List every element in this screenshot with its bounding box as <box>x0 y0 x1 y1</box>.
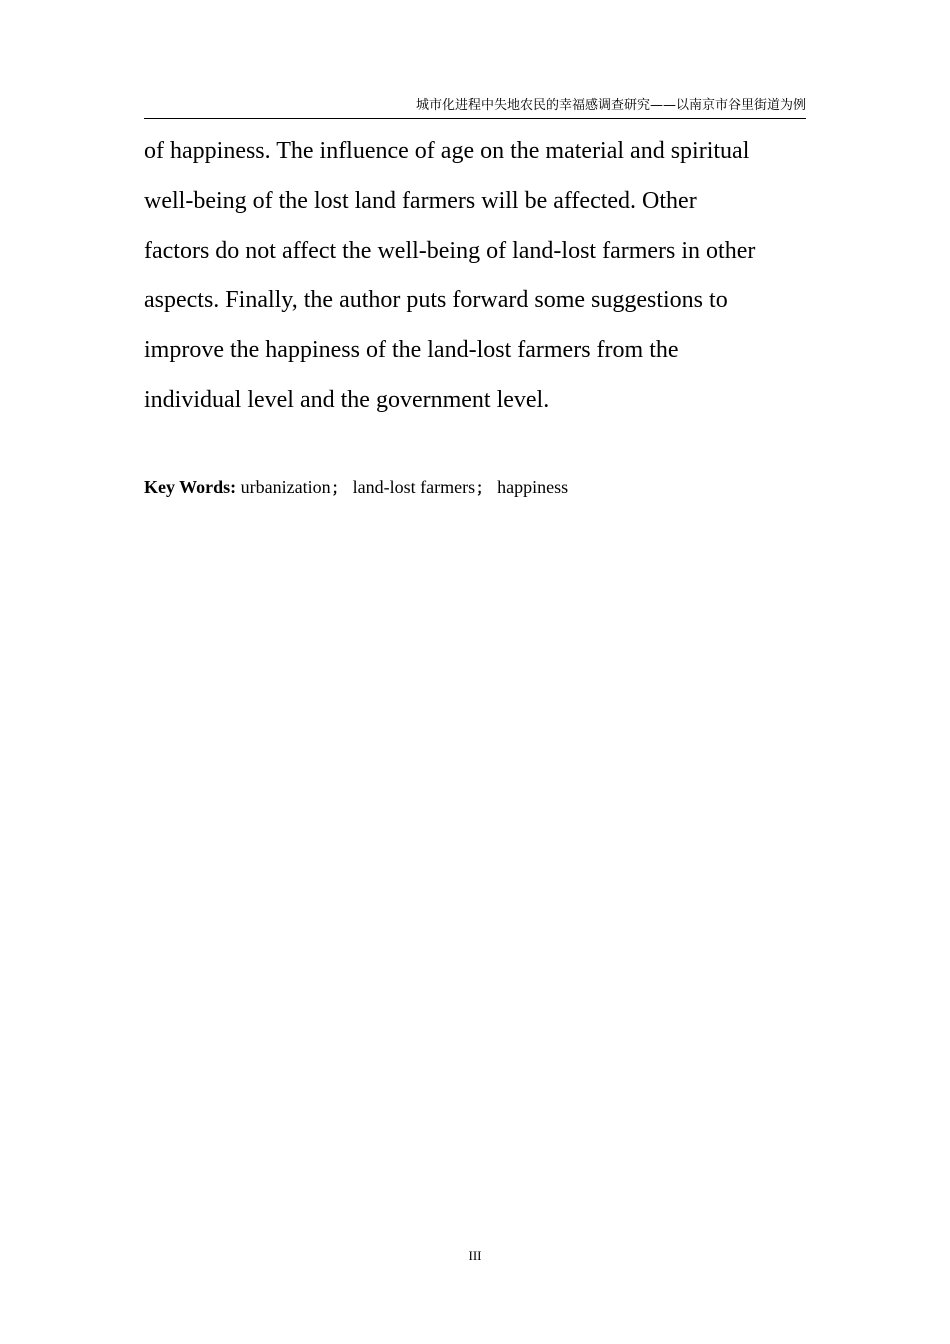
abstract-line: individual level and the government level. <box>144 386 550 413</box>
keyword-item: urbanization <box>240 477 331 497</box>
abstract-text <box>144 127 806 426</box>
abstract-line: aspects. Finally, the author puts forward some suggestions to <box>144 287 728 314</box>
keyword-item: land-lost farmers <box>352 477 476 497</box>
keywords <box>144 474 806 501</box>
abstract-line: factors do not affect the well-being of land-lost farmers in other <box>144 237 756 264</box>
abstract-line: well-being of the lost land farmers will be affected. Other <box>144 187 697 214</box>
keyword-separator: ； <box>331 479 347 497</box>
keywords-label: Key Words: <box>144 477 237 497</box>
keyword-item: happiness <box>497 477 569 497</box>
page-number: III <box>468 1248 482 1263</box>
abstract-line: improve the happiness of the land-lost farmers from the <box>144 337 679 364</box>
running-header <box>144 96 806 119</box>
keyword-separator: ； <box>476 479 492 497</box>
abstract-line: of happiness. The influence of age on the material and spiritual <box>144 138 750 164</box>
running-header-title: 城市化进程中失地农民的幸福感调查研究——以南京市谷里街道为例 <box>415 98 806 113</box>
